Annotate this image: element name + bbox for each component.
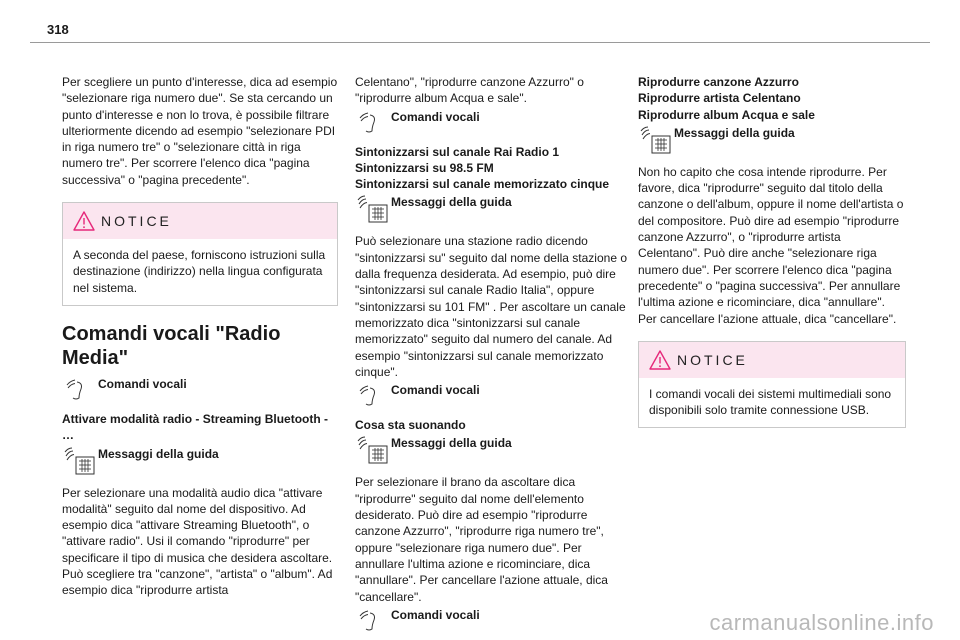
guide-messages-label: Messaggi della guida — [98, 446, 219, 461]
voice-commands-heading — [355, 382, 627, 408]
voice-commands-label: Comandi vocali — [391, 383, 480, 398]
guide-messages-heading — [355, 194, 627, 224]
warning-triangle-icon — [73, 211, 95, 231]
notice-text: A seconda del paese, forniscono istruzioni sulla destinazione (indirizzo) nella lingua configurata nel sistema. — [73, 248, 326, 295]
column-1 — [62, 74, 338, 599]
body-paragraph: Per selezionare il brano da ascoltare dica "riprodurre" seguito dal nome dell'elemento desiderato. Può dire ad esempio "riprodurre canzone Azzurro", "riprodurre riga numero tre", oppure "selezionare riga numero due". Per annullare l'ultima azione e ricominciare, dica "annullare". Per cancellare l'azione attuale, dica "cancellare". — [355, 475, 608, 604]
voice-command-icon — [62, 376, 98, 402]
command-text: Sintonizzarsi su 98.5 FM — [355, 160, 494, 175]
voice-command-icon — [355, 109, 391, 135]
voice-commands-label: Comandi vocali — [391, 109, 480, 124]
notice-header — [639, 342, 905, 378]
guide-messages-icon — [355, 435, 391, 465]
header-divider — [30, 42, 930, 43]
body-paragraph: Per selezionare una modalità audio dica "attivare modalità" seguito dal nome del dispositivo. Ad esempio dica "attivare Streaming Bluetooth", o "attivare radio". Usi il comando "riprodurre" per specificare il tipo di musica che desidera ascoltare. Può scegliere tra "canzone", "artista" o "album". Ad esempio dica "riprodurre artista — [62, 485, 333, 598]
guide-messages-icon — [62, 446, 98, 476]
voice-commands-label: Comandi vocali — [98, 376, 187, 391]
guide-messages-heading — [62, 446, 338, 476]
column-2 — [355, 74, 627, 633]
command-text: Sintonizzarsi sul canale Rai Radio 1 — [355, 144, 560, 159]
warning-triangle-icon — [649, 350, 671, 370]
guide-messages-heading — [355, 435, 627, 465]
guide-messages-heading — [638, 125, 906, 155]
command-text: Cosa sta suonando — [355, 418, 466, 433]
section-title: Comandi vocali "Radio Media" — [62, 322, 281, 369]
column-3 — [638, 74, 906, 428]
continued-paragraph: Celentano", "riprodurre canzone Azzurro" o "riprodurre album Acqua e sale". — [355, 75, 584, 106]
guide-messages-label: Messaggi della guida — [391, 436, 512, 451]
notice-header — [63, 203, 337, 239]
page-number: 318 — [47, 22, 69, 37]
notice-text: I comandi vocali dei sistemi multimediali sono disponibili solo tramite connessione USB. — [649, 386, 892, 418]
command-text: Riprodurre artista Celentano — [638, 91, 801, 106]
command-text: Sintonizzarsi sul canale memorizzato cinque — [355, 177, 610, 192]
command-text: Attivare modalità radio - Streaming Bluetooth - … — [62, 411, 329, 443]
guide-messages-label: Messaggi della guida — [674, 125, 795, 140]
body-paragraph: Può selezionare una stazione radio dicendo "sintonizzarsi su" seguito dal nome della stazione o dalla frequenza desiderata. Ad esempio, può dire "sintonizzarsi sul canale Radio Italia", oppure "sintonizzarsi su 101 FM" . Per ascoltare un canale memorizzato dica "sintonizzarsi sul canale memorizzato" seguito dal numero del canale. Ad esempio "sintonizzarsi sul canale memorizzato cinque". — [355, 234, 628, 379]
guide-messages-icon — [638, 125, 674, 155]
command-text: Riprodurre album Acqua e sale — [638, 107, 815, 122]
guide-messages-icon — [355, 194, 391, 224]
voice-command-icon — [355, 382, 391, 408]
guide-messages-label: Messaggi della guida — [391, 195, 512, 210]
voice-commands-heading — [355, 109, 627, 135]
notice-box — [62, 202, 338, 306]
voice-commands-label: Comandi vocali — [391, 607, 480, 622]
notice-title: NOTICE — [677, 351, 748, 368]
watermark: carmanualsonline.info — [709, 610, 934, 635]
voice-commands-heading — [355, 607, 627, 633]
voice-command-icon — [355, 607, 391, 633]
body-paragraph: Non ho capito che cosa intende riprodurre. Per favore, dica "riprodurre" seguito dal titolo della canzone o dell'album, oppure il nome dell'artista o del compositore. Può dire ad esempio "riprodurre canzone Azzurro", o "riprodurre artista Celentano". Può dire anche "selezionare riga numero due". Per scorrere l'elenco dica "pagina precedente" o "pagina successiva". Per annullare l'ultima azione e ricominciare, dica "annullare". Per cancellare l'azione attuale, dica "cancellare". — [638, 164, 904, 326]
voice-commands-heading — [62, 376, 338, 402]
notice-title: NOTICE — [101, 212, 172, 229]
command-text: Riprodurre canzone Azzurro — [638, 75, 799, 89]
intro-paragraph: Per scegliere un punto d'interesse, dica ad esempio "selezionare riga numero due". Se sta cercando un punto d'interesse e non lo trova, è possibile filtrare ulteriormente dicendo ad esempio "selezionare PDI in riga numero tre" o "selezionare città in riga numero tre". Per scorrere l'elenco dica "pagina successiva" o "pagina precedente". — [62, 75, 338, 187]
notice-box — [638, 341, 906, 429]
